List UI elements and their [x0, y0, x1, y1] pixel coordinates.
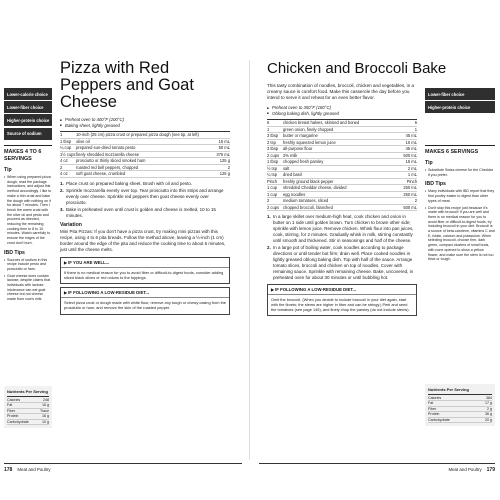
ingredient-quantity: 1½ cups: [60, 151, 76, 157]
tip-list: [425, 168, 495, 177]
ingredient-name: dried basil: [283, 172, 302, 178]
ibd-tip-item: • Sources of sodium in this recipe include pesto and prosciutto or ham.: [4, 258, 52, 272]
method-step: 1. Place crust on prepared baking sheet. Brush with oil and pesto.: [60, 180, 193, 186]
box-heading: ▶IF FOLLOWING A LOW-RESIDUE DIET...: [61, 288, 229, 298]
ingredient-name: soft goat cheese, crumbled: [76, 171, 126, 177]
ingredient-name: prepared sun-dried tomato pesto: [76, 145, 136, 151]
ingredient-metric: Pinch: [406, 178, 417, 184]
ingredient-quantity: 1 cup: [267, 191, 278, 197]
nutrient-name: Fat: [428, 401, 434, 406]
badge-sodium: Source of sodium: [4, 128, 52, 140]
method-step: 2. Sprinkle mozzarella evenly over top. Tear prosciutto into thin strips and arrange evenly over cheese. Sprinkle red peppers then goat cheese evenly over prosciutto.: [60, 188, 224, 205]
nutrient-value: 10 g: [42, 419, 49, 424]
ibd-tip-item: • Many individuals with IBD report that they find poultry easier to digest than other types of meat.: [425, 189, 495, 203]
sidebar-rule: [425, 145, 495, 146]
ingredient-quantity: 2: [60, 164, 63, 170]
tip-list: [4, 175, 52, 246]
low-residue-box: [267, 284, 417, 317]
arrow-icon: ▶: [271, 286, 275, 292]
nutrient-name: Protein: [428, 412, 440, 417]
ingredient-quantity: 2: [267, 198, 270, 204]
right-sidebar: [425, 145, 495, 264]
nutrient-name: Calories: [428, 395, 442, 400]
nutrient-name: Fiber: [7, 408, 16, 413]
ingredient-quantity: 1 tbsp: [60, 138, 72, 144]
ingredient-metric: 125 g: [219, 158, 230, 164]
page-number: 178: [4, 466, 13, 473]
ingredient-quantity: 1: [60, 132, 63, 138]
ingredient-metric: 6: [414, 120, 417, 126]
nutrient-name: Protein: [7, 414, 19, 419]
nutrient-name: Fat: [7, 403, 13, 408]
box-text: Omit the broccoli. (When you decide to include broccoli in your diet again, start with the florets; the stems are higher in fiber and can be stringy.) Peel and seed the tomatoes (see page 145), and finely chop the parsley (do not include stems).: [271, 296, 410, 313]
nutrient-name: Carbohydrate: [428, 417, 450, 422]
ibd-tip-item: • Don't skip this recipe just because it's made with broccoli! If you are well and there is no medical reason for you to avoid fiber or difficult-to-digest foods, try including broccoli in your diet. Broccoli is a source of beta-carotene, vitamins C and E, folate, calcium and potassium. When selecting broccoli, choose firm, dark green, compact clusters of small buds, with none opened to show a yellow flower, and make sure the stem is not too thick or tough.: [425, 206, 495, 262]
ingredient-metric: 500 mL: [403, 152, 417, 158]
nutrition-title: Nutrients Per Serving: [428, 387, 492, 395]
page-number: 179: [486, 466, 495, 473]
ingredient-table: [267, 119, 417, 211]
ingredient-quantity: 4 oz: [60, 158, 68, 164]
left-choice-badges: [4, 88, 52, 141]
nutrient-value: 17 g: [485, 401, 492, 406]
badge-lower-fiber: Lower-fiber choice: [4, 101, 52, 113]
nutrient-value: 248: [43, 397, 49, 402]
badge-lower-fiber: Lower-fiber choice: [425, 88, 495, 100]
ingredient-quantity: 3 tbsp: [267, 133, 279, 139]
ingredient-metric: 15 mL: [218, 138, 230, 144]
tip-heading: Tip: [425, 160, 433, 166]
ingredient-metric: 1 mL: [407, 172, 417, 178]
ingredient-metric: 50 mL: [218, 145, 230, 151]
ingredient-metric: 2: [227, 164, 230, 170]
method-steps: [267, 214, 417, 280]
ingredient-name: prosciutto or thinly sliced smoked ham: [76, 158, 146, 164]
nutrition-row: [7, 420, 49, 426]
ingredient-metric: 1: [414, 126, 417, 132]
method-step: 3. Bake in preheated oven until crust is golden and cheese is melted, 10 to 15 minutes.: [60, 207, 216, 219]
ingredient-metric: 15 mL: [405, 159, 417, 165]
ingredient-name: salt: [283, 165, 290, 171]
ingredient-metric: 45 mL: [405, 146, 417, 152]
ingredient-name: roasted red bell peppers, chopped: [76, 164, 139, 170]
ingredient-quantity: 4 oz: [60, 171, 68, 177]
nutrient-value: 16 g: [42, 414, 49, 419]
ingredient-metric: 250 mL: [403, 191, 417, 197]
box-heading: ▶IF YOU ARE WELL...: [61, 258, 229, 268]
variation-heading: Variation: [60, 222, 82, 229]
ingredient-quantity: 2 cups: [267, 204, 280, 210]
ingredient-name: chopped broccoli, blanched: [283, 204, 333, 210]
ingredient-quantity: ¼ tsp: [267, 172, 278, 178]
ingredient-metric: 125 g: [219, 171, 230, 177]
ingredient-name: chopped fresh parsley: [283, 159, 324, 165]
ingredient-quantity: 1: [267, 126, 270, 132]
badge-higher-protein: Higher-protein choice: [4, 114, 52, 126]
prep-note: ■ Oblong baking dish, lightly greased: [267, 111, 417, 117]
prep-notes: [60, 117, 230, 128]
ingredient-metric: 500 mL: [403, 204, 417, 210]
ibd-tip-list: [4, 258, 52, 302]
left-sidebar: [4, 145, 52, 304]
section-name: Meat and Poultry: [17, 467, 51, 472]
ibd-tip-list: [425, 189, 495, 262]
ingredient-quantity: 6: [267, 120, 270, 126]
method-steps: [60, 181, 230, 219]
nutrient-value: 384: [486, 395, 492, 400]
section-name: Meat and Poultry: [448, 467, 482, 472]
ingredient-name: butter or margarine: [283, 133, 318, 139]
nutrition-title: Nutrients Per Serving: [7, 389, 49, 397]
ingredient-quantity: ½ tsp: [267, 165, 278, 171]
nutrient-value: 20 g: [485, 417, 492, 422]
servings-label: MAKES 4 TO 6 SERVINGS: [4, 149, 42, 162]
left-footer: [4, 463, 242, 475]
variation-text: Mini Pita Pizzas: If you don't have a pizza crust, try making mini pizzas with this recipe, using 4 to 6 pita breads. Follow the method above, leaving a ½-inch (1 cm) border around the edge of the pita and reduce the cooking time to about 6 minutes, just until the cheese melts.: [60, 229, 226, 252]
ibd-tips-heading: IBD Tips: [4, 249, 25, 256]
servings-label: MAKES 6 SERVINGS: [425, 149, 479, 155]
tip-item: • When using prepared pizza dough, read the package instructions, and adjust this method accordingly. I like to make a thin crust and bake the dough with nothing on it for about 7 minutes. Then I brush the warm crust with the olive oil and pesto and proceed as directed, reducing the remaining cooking time to 8 to 10 minutes. Watch carefully to ensure the edges of the crust don't burn.: [4, 175, 52, 246]
ingredient-quantity: Pinch: [267, 178, 278, 184]
ingredient-name: chicken breast halves, skinned and boned: [283, 120, 360, 126]
nutrient-name: Fiber: [428, 406, 437, 411]
ingredient-quantity: ¼ cup: [60, 145, 72, 151]
ingredient-quantity: 1 cup: [267, 185, 278, 191]
ingredient-name: finely shredded mozzarella cheese: [76, 151, 140, 157]
ingredient-name: all-purpose flour: [283, 146, 313, 152]
ingredient-name: egg noodles: [283, 191, 306, 197]
ingredient-name: 10-inch (25 cm) pizza crust or prepared pizza dough (see tip, at left): [76, 132, 199, 138]
sidebar-rule: [4, 145, 52, 146]
ingredient-metric: 375 mL: [216, 151, 230, 157]
ingredient-quantity: 2 cups: [267, 152, 280, 158]
nutrition-row: [428, 418, 492, 424]
ibd-tips-heading: IBD Tips: [425, 181, 446, 188]
ingredient-quantity: 3 tbsp: [267, 146, 279, 152]
ingredient-metric: 2 mL: [407, 165, 417, 171]
ingredient-name: medium tomatoes, sliced: [283, 198, 329, 204]
prep-note: ■ Preheat oven to 400°F (200°C): [60, 117, 230, 123]
recipe-title: Pizza with Red Peppers and Goat Cheese: [60, 59, 194, 111]
method-step: 1. In a large skillet over medium-high heat, cook chicken and onion in butter on 1 side until golden brown. Turn chicken to brown other side; sprinkle with lemon juice. Remove chicken. Whisk flour into pan juices, cook, stirring, for 2 minutes. Gradually whisk in milk, stirring constantly until smooth and thickened. Stir in seasonings and half of the cheese.: [267, 214, 414, 243]
ingredient-metric: 10 mL: [405, 139, 417, 145]
ingredient-metric: 2: [414, 198, 417, 204]
left-nutrition-panel: [4, 386, 52, 428]
ibd-tip-item: • Goat cheese does contain lactose, despite claims that individuals with lactose intolerance can eat goat cheese but not cheese made from cow's milk.: [4, 274, 52, 302]
box-text: Select pizza crust or dough made with white flour, remove any tough or chewy casing from the prosciutto or ham, and remove the skin of the roasted pepper.: [64, 300, 226, 311]
box-text: If there is no medical reason for you to avoid fiber or difficult-to-digest foods, consider adding sliced black olives or red onions to the toppings.: [64, 269, 224, 280]
prep-note: ■ Baking sheet, lightly greased: [60, 123, 230, 129]
ingredient-name: freshly ground black pepper: [283, 178, 334, 184]
right-choice-badges: [425, 88, 495, 114]
recipe-intro: This tasty combination of noodles, broccoli, chicken and vegetables, in a creamy sauce is comfort food. Make this casserole the day before you intend to serve it and reheat for an even better flavor.: [267, 83, 415, 100]
ingredient-row: [267, 205, 417, 212]
prep-notes: [267, 105, 417, 116]
prep-note: ■ Preheat oven to 350°F (180°C): [267, 105, 417, 111]
if-well-box: [60, 257, 230, 284]
ingredient-quantity: 2 tsp: [267, 139, 276, 145]
right-page: [251, 0, 500, 500]
tip-item: • Substitute Swiss cheese for the Cheddar if you prefer.: [425, 168, 495, 177]
nutrient-name: Calories: [7, 397, 21, 402]
arrow-icon: ▶: [64, 259, 68, 265]
ingredient-metric: 250 mL: [403, 185, 417, 191]
ingredient-metric: [204, 132, 230, 138]
method-step: 2. In a large pot of boiling water, cook noodles according to package directions or until tender but firm; drain well. Place cooked noodles in lightly greased oblong baking dish. Top with half of the sauce. Arrange tomato slices, broccoli and chicken on top of noodles. Cover with remaining sauce. Sprinkle with remaining cheese. Bake, uncovered, in preheated oven for about 30 minutes or until bubbling hot.: [267, 245, 414, 280]
recipe-title: Chicken and Broccoli Bake: [267, 60, 447, 77]
nutrient-value: Trace: [39, 408, 49, 413]
ingredient-name: freshly squeezed lemon juice: [283, 139, 336, 145]
arrow-icon: ▶: [64, 290, 68, 296]
right-nutrition-panel: [425, 384, 495, 426]
nutrient-value: 16 g: [42, 403, 49, 408]
badge-higher-protein: Higher-protein choice: [425, 101, 495, 113]
ingredient-metric: 45 mL: [405, 133, 417, 139]
left-recipe: [60, 60, 230, 318]
ingredient-name: olive oil: [76, 138, 90, 144]
box-heading: ▶IF FOLLOWING A LOW-RESIDUE DIET...: [268, 285, 416, 295]
tip-heading: Tip: [4, 167, 12, 173]
ingredient-name: 2% milk: [283, 152, 298, 158]
ingredient-name: shredded Cheddar cheese, divided: [283, 185, 347, 191]
nutrient-name: Carbohydrate: [7, 419, 29, 424]
nutrient-value: 2 g: [487, 406, 492, 411]
ingredient-table: [60, 131, 230, 178]
ingredient-name: green onion, finely chopped: [283, 126, 334, 132]
ingredient-quantity: 1 tbsp: [267, 159, 279, 165]
right-footer: [259, 463, 495, 475]
nutrient-value: 36 g: [485, 412, 492, 417]
badge-lower-calorie: Lower-calorie choice: [4, 88, 52, 100]
ingredient-row: [60, 171, 230, 178]
low-residue-box: [60, 287, 230, 314]
